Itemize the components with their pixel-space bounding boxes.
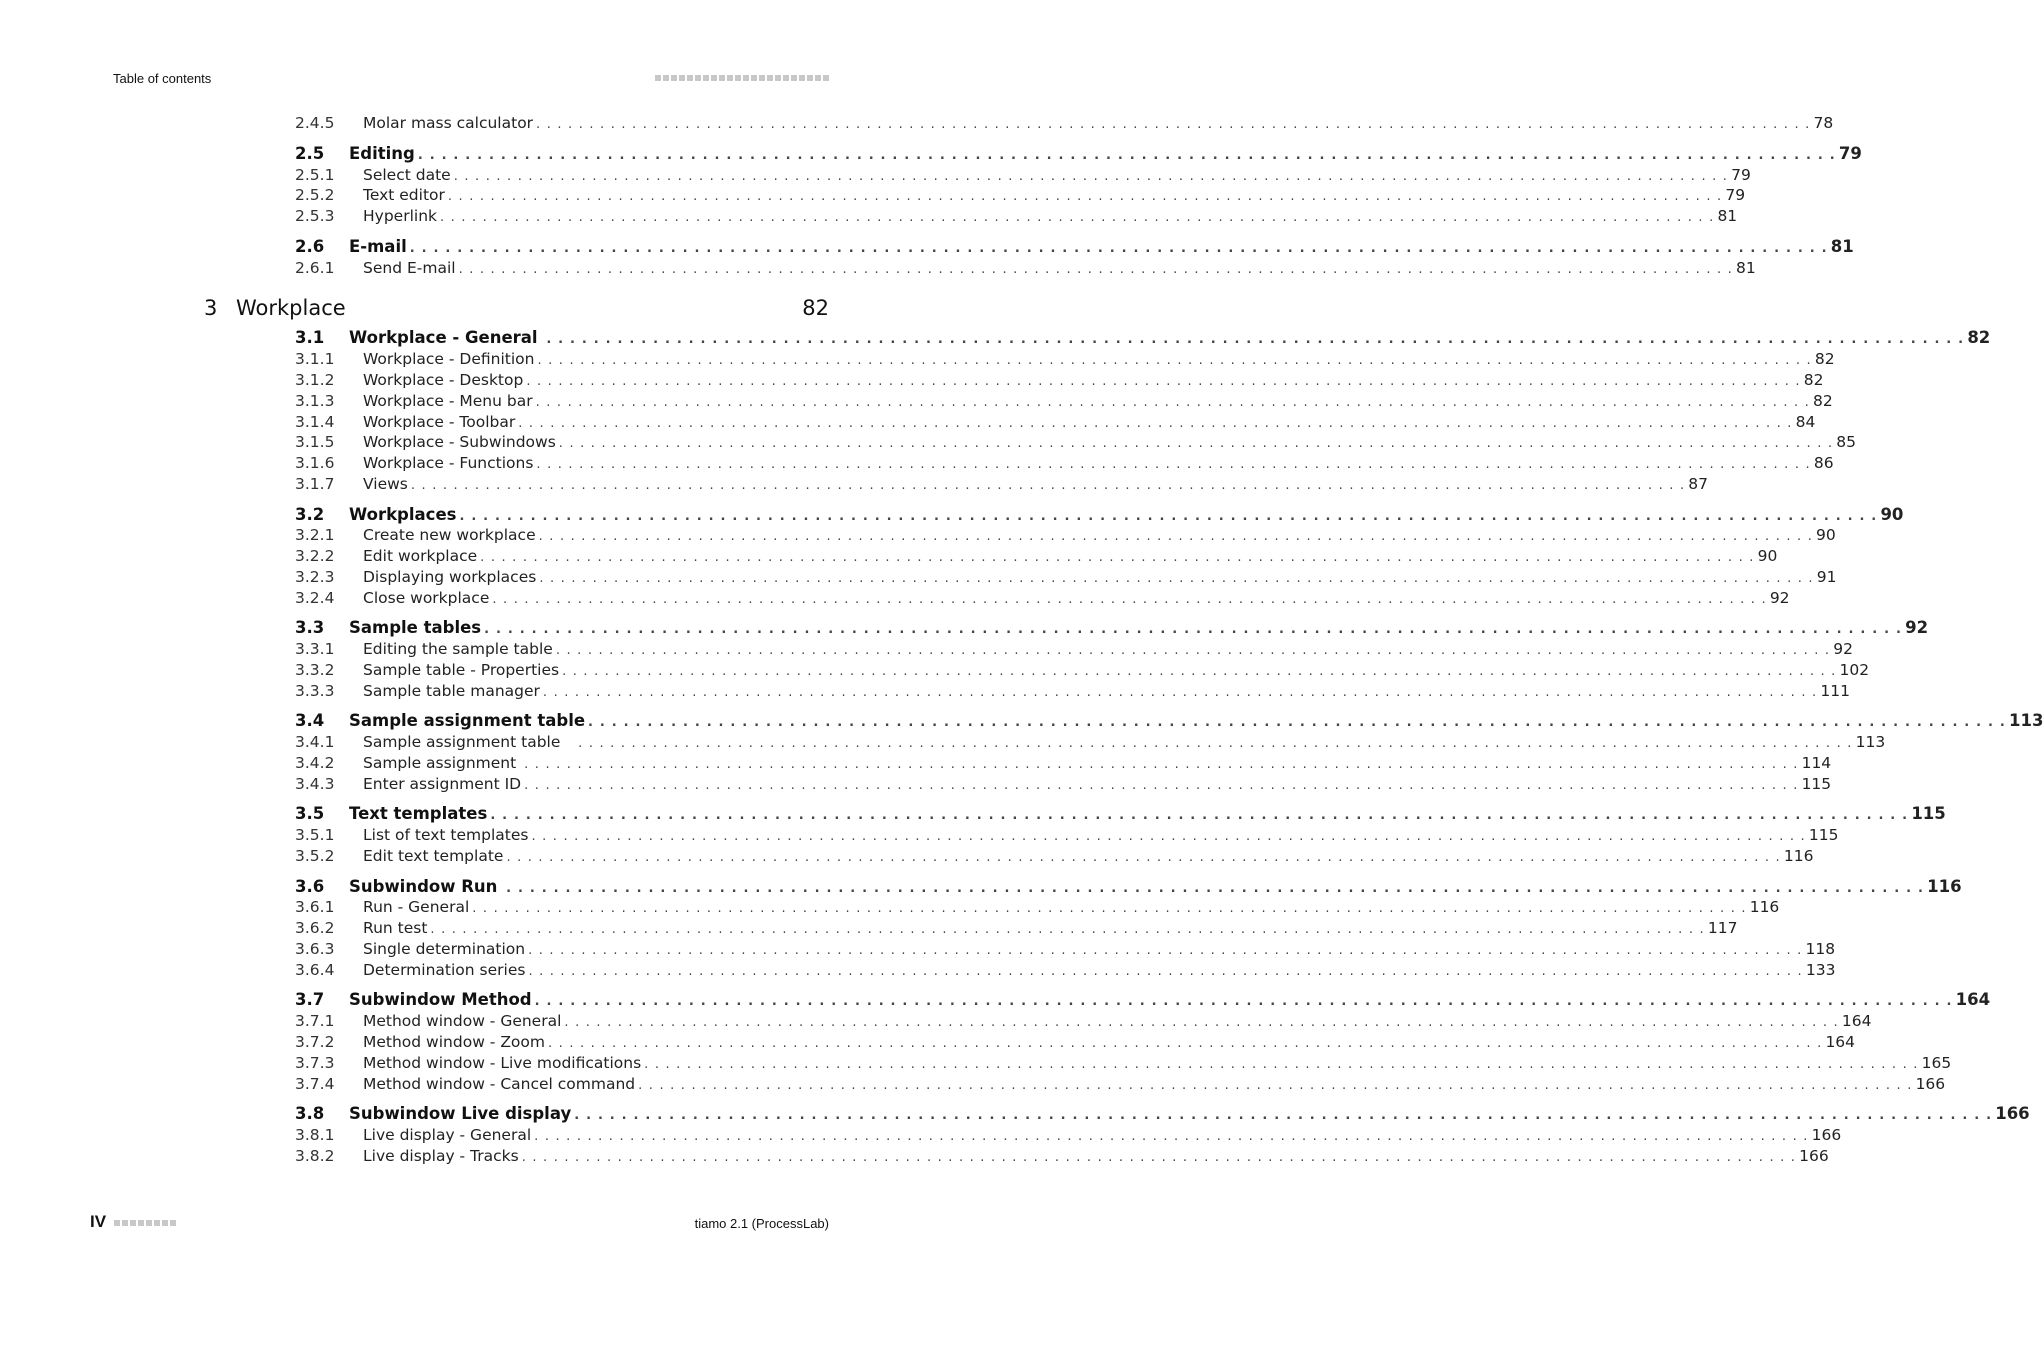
toc-entry-page: 81 [1830, 237, 1854, 256]
decoration-square [759, 75, 765, 81]
toc-entry-number: 3.1.3 [295, 392, 335, 410]
toc-entry-number: 2.5.3 [295, 207, 335, 225]
toc-section[interactable] [295, 1104, 2030, 1124]
toc-leader-dots: . . . . . . . . . . . . . . . . . . . . . . . . . . . . . . . . . . . . . . . . . . . . . . . . . . . . . . . . . . . . . . . . . . . . . . . . . . . . . . . . . . . . . . . . . . . . . . . . . . . . . . . . . . . . . . . . . . . . . . . . [518, 416, 1793, 431]
toc-entry-number: 2.6 [295, 237, 325, 256]
decoration-square [170, 1220, 176, 1226]
toc-entry-title: List of text templates [363, 826, 529, 844]
toc-entry-title: Subwindow Live display [349, 1104, 572, 1123]
toc-entry-title: Text templates [349, 804, 488, 823]
toc-entry-number: 2.5 [295, 144, 325, 163]
toc-entry-title: Live display - General [363, 1126, 532, 1144]
toc-entry-page: 102 [1839, 661, 1870, 679]
toc-leader-dots: . . . . . . . . . . . . . . . . . . . . . . . . . . . . . . . . . . . . . . . . . . . . . . . . . . . . . . . . . . . . . . . . . . . . . . . . . . . . . . . . . . . . . . . . . . . . . . . . . . . . . . . . . . . . . . . . . . . . . . . . [447, 189, 1723, 204]
toc-leader-dots: . . . . . . . . . . . . . . . . . . . . . . . . . . . . . . . . . . . . . . . . . . . . . . . . . . . . . . . . . . . . . . . . . . . . . . . . . . . . . . . . . . . . . . . . . . . . . . . . . . . . . . . . . . . . . . . . . . . . . . . . [528, 964, 1803, 979]
toc-entry-title: Workplace - Desktop [363, 371, 524, 389]
decoration-square [823, 75, 829, 81]
decoration-square [791, 75, 797, 81]
toc-entry-title: Workplace - Menu bar [363, 392, 533, 410]
toc-leader-dots: . . . . . . . . . . . . . . . . . . . . . . . . . . . . . . . . . . . . . . . . . . . . . . . . . . . . . . . . . . . . . . . . . . . . . . . . . . . . . . . . . . . . . . . . . . . . . . . . . . . . . . . . . . . . . . . . . . . . . . . . [638, 1078, 1913, 1093]
toc-subsection[interactable] [295, 846, 1814, 866]
toc-entry-page: 164 [1841, 1012, 1872, 1030]
toc-leader-dots: . . . . . . . . . . . . . . . . . . . . . . . . . . . . . . . . . . . . . . . . . . . . . . . . . . . . . . . . . . . . . . . . . . . . . . . . . . . . . . . . . . . . . . . . . . . . . . . . . . . . . . . . . . . . . . . . . . . . . . . . [528, 943, 1803, 958]
decoration-square [655, 75, 661, 81]
toc-leader-dots: . . . . . . . . . . . . . . . . . . . . . . . . . . . . . . . . . . . . . . . . . . . . . . . . . . . . . . . . . . . . . . . . . . . . . . . . . . . . . . . . . . . . . . . . . . . . . . . . . . . . . . . . . . . . . . . . . . . . . . . . [484, 622, 1903, 637]
toc-subsection[interactable] [295, 774, 1832, 794]
decoration-square [727, 75, 733, 81]
toc-leader-dots: . . . . . . . . . . . . . . . . . . . . . . . . . . . . . . . . . . . . . . . . . . . . . . . . . . . . . . . . . . . . . . . . . . . . . . . . . . . . . . . . . . . . . . . . . . . . . . . . . . . . . . . . . . . . . . . . . . . . . . . . [524, 757, 1799, 772]
toc-subsection[interactable] [295, 567, 1837, 587]
toc-leader-dots: . . . . . . . . . . . . . . . . . . . . . . . . . . . . . . . . . . . . . . . . . . . . . . . . . . . . . . . . . . . . . . . . . . . . . . . . . . . . . . . . . . . . . . . . . . . . . . . . . . . . . . . . . . . . . . . . . . . . . . . . [558, 436, 1834, 451]
toc-leader-dots: . . . . . . . . . . . . . . . . . . . . . . . . . . . . . . . . . . . . . . . . . . . . . . . . . . . . . . . . . . . . . . . . . . . . . . . . . . . . . . . . . . . . . . . . . . . . . . . . . . . . . . . . . . . . . . . . . . . . . . . . [506, 881, 1925, 896]
toc-entry-number: 3.4.3 [295, 775, 335, 793]
toc-subsection[interactable] [295, 474, 1709, 494]
toc-entry-title: Workplace - General [349, 328, 544, 347]
toc-entry-number: 2.4.5 [295, 114, 335, 132]
toc-entry-title: Sample tables [349, 618, 482, 637]
toc-subsection[interactable] [295, 1125, 1842, 1145]
toc-entry-title: Close workplace [363, 589, 490, 607]
toc-leader-dots: . . . . . . . . . . . . . . . . . . . . . . . . . . . . . . . . . . . . . . . . . . . . . . . . . . . . . . . . . . . . . . . . . . . . . . . . . . . . . . . . . . . . . . . . . . . . . . . . . . . . . . . . . . . . . . . . . . . . . . . . [537, 353, 1812, 368]
toc-entry-number: 3.1.4 [295, 413, 335, 431]
toc-entry-number: 3.5.1 [295, 826, 335, 844]
toc-subsection[interactable] [295, 939, 1836, 959]
decoration-square [783, 75, 789, 81]
toc-subsection[interactable] [295, 897, 1780, 917]
decoration-square [799, 75, 805, 81]
toc-subsection[interactable] [295, 453, 1834, 473]
toc-leader-dots: . . . . . . . . . . . . . . . . . . . . . . . . . . . . . . . . . . . . . . . . . . . . . . . . . . . . . . . . . . . . . . . . . . . . . . . . . . . . . . . . . . . . . . . . . . . . . . . . . . . . . . . . . . . . . . . . . . . . . . . . [409, 241, 1828, 256]
toc-section[interactable] [295, 237, 1854, 257]
toc-entry-title: Method window - Live modifications [363, 1054, 642, 1072]
toc-entry-page: 79 [1838, 144, 1862, 163]
toc-entry-page: 81 [1717, 207, 1738, 225]
toc-subsection[interactable] [295, 1032, 1856, 1052]
toc-entry-number: 3.2 [295, 505, 325, 524]
toc-subsection[interactable] [295, 960, 1836, 980]
toc-entry-title: Displaying workplaces [363, 568, 537, 586]
toc-entry-title: Subwindow Method [349, 990, 532, 1009]
decoration-square [815, 75, 821, 81]
header-decoration-squares [655, 75, 829, 81]
toc-entry-number: 3.7.1 [295, 1012, 335, 1030]
toc-entry-title: Text editor [363, 186, 445, 204]
toc-entry-number: 3 [204, 296, 218, 320]
toc-leader-dots: . . . . . . . . . . . . . . . . . . . . . . . . . . . . . . . . . . . . . . . . . . . . . . . . . . . . . . . . . . . . . . . . . . . . . . . . . . . . . . . . . . . . . . . . . . . . . . . . . . . . . . . . . . . . . . . . . . . . . . . . [531, 829, 1806, 844]
toc-entry-number: 3.2.2 [295, 547, 335, 565]
toc-entry-page: 79 [1725, 186, 1746, 204]
toc-leader-dots: . . . . . . . . . . . . . . . . . . . . . . . . . . . . . . . . . . . . . . . . . . . . . . . . . . . . . . . . . . . . . . . . . . . . . . . . . . . . . . . . . . . . . . . . . . . . . . . . . . . . . . . . . . . . . . . . . . . . . . . . [564, 1015, 1839, 1030]
toc-entry-number: 3.3.2 [295, 661, 335, 679]
toc-leader-dots: . . . . . . . . . . . . . . . . . . . . . . . . . . . . . . . . . . . . . . . . . . . . . . . . . . . . . . . . . . . . . . . . . . . . . . . . . . . . . . . . . . . . . . . . . . . . . . . . . . . . . . . . . . . . . . . . . . . . . . . . [480, 550, 1755, 565]
toc-entry-title: Send E-mail [363, 259, 456, 277]
decoration-square [154, 1220, 160, 1226]
toc-entry-title: Method window - General [363, 1012, 562, 1030]
toc-entry-title: Determination series [363, 961, 526, 979]
toc-entry-title: Edit text template [363, 847, 504, 865]
toc-entry-page: 113 [1855, 733, 1886, 751]
toc-entry-page: 84 [1795, 413, 1816, 431]
toc-leader-dots: . . . . . . . . . . . . . . . . . . . . . . . . . . . . . . . . . . . . . . . . . . . . . . . . . . . . . . . . . . . . . . . . . . . . . . . . . . . . . . . . . . . . . . . . . . . . . . . . . . . . . . . . . . . . . . . . . . . . . . . . [536, 457, 1811, 472]
toc-entry-page: 115 [1911, 804, 1946, 823]
running-header-title: Table of contents [113, 71, 212, 86]
toc-entry-page: 82 [1967, 328, 1991, 347]
toc-entry-page: 82 [802, 296, 829, 320]
toc-entry-title: Sample table - Properties [363, 661, 560, 679]
toc-entry-number: 3.2.3 [295, 568, 335, 586]
toc-leader-dots: . . . . . . . . . . . . . . . . . . . . . . . . . . . . . . . . . . . . . . . . . . . . . . . . . . . . . . . . . . . . . . . . . . . . . . . . . . . . . . . . . . . . . . . . . . . . . . . . . . . . . . . . . . . . . . . . . . . . . . . . [472, 901, 1747, 916]
toc-entry-page: 165 [1921, 1054, 1952, 1072]
toc-subsection[interactable] [295, 258, 1756, 278]
toc-subsection[interactable] [295, 1074, 1946, 1094]
toc-entry-page: 114 [1801, 754, 1832, 772]
toc-entry-page: 164 [1955, 990, 1991, 1009]
toc-entry-number: 3.6.1 [295, 898, 335, 916]
toc-entry-number: 3.6 [295, 877, 325, 896]
toc-entry-title: Method window - Cancel command [363, 1075, 636, 1093]
toc-entry-page: 79 [1731, 166, 1751, 184]
toc-entry-page: 117 [1707, 919, 1738, 937]
toc-entry-title: Run - General [363, 898, 470, 916]
toc-entry-page: 82 [1814, 350, 1835, 368]
decoration-square [711, 75, 717, 81]
toc-subsection[interactable] [295, 370, 1824, 390]
toc-leader-dots: . . . . . . . . . . . . . . . . . . . . . . . . . . . . . . . . . . . . . . . . . . . . . . . . . . . . . . . . . . . . . . . . . . . . . . . . . . . . . . . . . . . . . . . . . . . . . . . . . . . . . . . . . . . . . . . . . . . . . . . . [458, 262, 1733, 277]
toc-leader-dots: . . . . . . . . . . . . . . . . . . . . . . . . . . . . . . . . . . . . . . . . . . . . . . . . . . . . . . . . . . . . . . . . . . . . . . . . . . . . . . . . . . . . . . . . . . . . . . . . . . . . . . . . . . . . . . . . . . . . . . . . [539, 571, 1814, 586]
toc-entry-page: 115 [1801, 775, 1832, 793]
toc-leader-dots: . . . . . . . . . . . . . . . . . . . . . . . . . . . . . . . . . . . . . . . . . . . . . . . . . . . . . . . . . . . . . . . . . . . . . . . . . . . . . . . . . . . . . . . . . . . . . . . . . . . . . . . . . . . . . . . . . . . . . . . . [410, 478, 1686, 493]
toc-entry-number: 3.1.1 [295, 350, 335, 368]
toc-entry-title: Enter assignment ID [363, 775, 522, 793]
decoration-square [735, 75, 741, 81]
toc-subsection[interactable] [295, 1011, 1872, 1031]
decoration-square [807, 75, 813, 81]
toc-entry-number: 3.7.3 [295, 1054, 335, 1072]
toc-entry-number: 3.2.1 [295, 526, 335, 544]
toc-entry-number: 3.1.2 [295, 371, 335, 389]
toc-entry-page: 113 [2009, 711, 2044, 730]
toc-leader-dots: . . . . . . . . . . . . . . . . . . . . . . . . . . . . . . . . . . . . . . . . . . . . . . . . . . . . . . . . . . . . . . . . . . . . . . . . . . . . . . . . . . . . . . . . . . . . . . . . . . . . . . . . . . . . . . . . . . . . . . . . [440, 210, 1715, 225]
toc-entry-number: 3.4.1 [295, 733, 335, 751]
toc-leader-dots: . . . . . . . . . . . . . . . . . . . . . . . . . . . . . . . . . . . . . . . . . . . . . . . . . . . . . . . . . . . . . . . . . . . . . . . . . . . . . . . . . . . . . . . . . . . . . . . . . . . . . . . . . . . . . . . . . . . . . . . . [534, 1129, 1809, 1144]
toc-entry-number: 2.6.1 [295, 259, 335, 277]
toc-entry-title: Sample assignment [363, 754, 522, 772]
toc-leader-dots: . . . . . . . . . . . . . . . . . . . . . . . . . . . . . . . . . . . . . . . . . . . . . . . . . . . . . . . . . . . . . . . . . . . . . . . . . . . . . . . . . . . . . . . . . . . . . . . . . . . . . . . . . . . . . . . . . . . . . . . . [555, 643, 1831, 658]
toc-entry-number: 3.3.3 [295, 682, 335, 700]
page-number: IV [90, 1212, 107, 1231]
toc-entry-page: 92 [1905, 618, 1929, 637]
toc-subsection[interactable] [295, 1053, 1952, 1073]
toc-leader-dots: . . . . . . . . . . . . . . . . . . . . . . . . . . . . . . . . . . . . . . . . . . . . . . . . . . . . . . . . . . . . . . . . . . . . . . . . . . . . . . . . . . . . . . . . . . . . . . . . . . . . . . . . . . . . . . . . . . . . . . . . [536, 117, 1811, 132]
toc-leader-dots: . . . . . . . . . . . . . . . . . . . . . . . . . . . . . . . . . . . . . . . . . . . . . . . . . . . . . . . . . . . . . . . . . . . . . . . . . . . . . . . . . . . . . . . . . . . . . . . . . . . . . . . . . . . . . . . . . . . . . . . . [417, 148, 1836, 163]
toc-entry-number: 3.6.4 [295, 961, 335, 979]
toc-entry-page: 166 [1915, 1075, 1946, 1093]
toc-section[interactable] [295, 618, 1929, 638]
toc-subsection[interactable] [295, 432, 1856, 452]
toc-leader-dots: . . . . . . . . . . . . . . . . . . . . . . . . . . . . . . . . . . . . . . . . . . . . . . . . . . . . . . . . . . . . . . . . . . . . . . . . . . . . . . . . . . . . . . . . . . . . . . . . . . . . . . . . . . . . . . . . . . . . . . . . [588, 715, 2007, 730]
toc-leader-dots: . . . . . . . . . . . . . . . . . . . . . . . . . . . . . . . . . . . . . . . . . . . . . . . . . . . . . . . . . . . . . . . . . . . . . . . . . . . . . . . . . . . . . . . . . . . . . . . . . . . . . . . . . . . . . . . . . . . . . . . . [534, 994, 1953, 1009]
decoration-square [679, 75, 685, 81]
toc-entry-title: Workplaces [349, 505, 457, 524]
toc-leader-dots: . . . . . . . . . . . . . . . . . . . . . . . . . . . . . . . . . . . . . . . . . . . . . . . . . . . . . . . . . . . . . . . . . . . . . . . . . . . . . . . . . . . . . . . . . . . . . . . . . . . . . . . . . . . . . . . . . . . . . . . . [542, 685, 1818, 700]
toc-entry-page: 85 [1836, 433, 1856, 451]
toc-subsection[interactable] [295, 546, 1778, 566]
toc-entry-page: 166 [1995, 1104, 2030, 1123]
toc-entry-page: 86 [1813, 454, 1834, 472]
toc-entry-number: 3.2.4 [295, 589, 335, 607]
toc-leader-dots: . . . . . . . . . . . . . . . . . . . . . . . . . . . . . . . . . . . . . . . . . . . . . . . . . . . . . . . . . . . . . . . . . . . . . . . . . . . . . . . . . . . . . . . . . . . . . . . . . . . . . . . . . . . . . . . . . . . . . . . . [453, 169, 1729, 184]
toc-leader-dots: . . . . . . . . . . . . . . . . . . . . . . . . . . . . . . . . . . . . . . . . . . . . . . . . . . . . . . . . . . . . . . . . . . . . . . . . . . . . . . . . . . . . . . . . . . . . . . . . . . . . . . . . . . . . . . . . . . . . . . . . [521, 1150, 1797, 1165]
toc-leader-dots: . . . . . . . . . . . . . . . . . . . . . . . . . . . . . . . . . . . . . . . . . . . . . . . . . . . . . . . . . . . . . . . . . . . . . . . . . . . . . . . . . . . . . . . . . . . . . . . . . . . . . . . . . . . . . . . . . . . . . . . . [546, 332, 1965, 347]
toc-entry-page: 82 [1803, 371, 1824, 389]
toc-entry-page: 87 [1688, 475, 1709, 493]
toc-leader-dots: . . . . . . . . . . . . . . . . . . . . . . . . . . . . . . . . . . . . . . . . . . . . . . . . . . . . . . . . . . . . . . . . . . . . . . . . . . . . . . . . . . . . . . . . . . . . . . . . . . . . . . . . . . . . . . . . . . . . . . . . [644, 1057, 1919, 1072]
toc-entry-title: Workplace - Subwindows [363, 433, 556, 451]
toc-subsection[interactable] [295, 825, 1839, 845]
toc-entry-title: Method window - Zoom [363, 1033, 545, 1051]
footer-decoration-squares [114, 1220, 176, 1226]
toc-subsection[interactable] [295, 185, 1746, 205]
toc-entry-page: 90 [1880, 505, 1904, 524]
toc-entry-number: 3.3 [295, 618, 325, 637]
toc-entry-number: 3.7 [295, 990, 325, 1009]
running-footer-document: tiamo 2.1 (ProcessLab) [694, 1216, 829, 1231]
decoration-square [767, 75, 773, 81]
toc-entry-number: 3.1 [295, 328, 325, 347]
toc-entry-number: 3.7.2 [295, 1033, 335, 1051]
toc-leader-dots: . . . . . . . . . . . . . . . . . . . . . . . . . . . . . . . . . . . . . . . . . . . . . . . . . . . . . . . . . . . . . . . . . . . . . . . . . . . . . . . . . . . . . . . . . . . . . . . . . . . . . . . . . . . . . . . . . . . . . . . . [574, 1108, 1993, 1123]
toc-entry-page: 91 [1816, 568, 1837, 586]
toc-entry-title: Sample assignment table [363, 733, 576, 751]
decoration-square [751, 75, 757, 81]
toc-section[interactable] [295, 990, 1991, 1010]
toc-entry-number: 3.6.3 [295, 940, 335, 958]
decoration-square [703, 75, 709, 81]
toc-subsection[interactable] [295, 412, 1816, 432]
toc-section[interactable] [295, 877, 1962, 897]
toc-section[interactable] [295, 711, 2044, 731]
toc-entry-number: 2.5.1 [295, 166, 335, 184]
toc-entry-title: Create new workplace [363, 526, 536, 544]
toc-subsection[interactable] [295, 639, 1853, 659]
toc-section[interactable] [295, 505, 1904, 525]
toc-subsection[interactable] [295, 206, 1738, 226]
toc-entry-number: 3.6.2 [295, 919, 335, 937]
toc-subsection[interactable] [295, 660, 1870, 680]
toc-entry-number: 3.8.2 [295, 1147, 335, 1165]
toc-subsection[interactable] [295, 681, 1850, 701]
toc-entry-page: 92 [1769, 589, 1790, 607]
toc-entry-title: Sample assignment table [349, 711, 586, 730]
toc-entry-title: Sample table manager [363, 682, 540, 700]
toc-leader-dots: . . . . . . . . . . . . . . . . . . . . . . . . . . . . . . . . . . . . . . . . . . . . . . . . . . . . . . . . . . . . . . . . . . . . . . . . . . . . . . . . . . . . . . . . . . . . . . . . . . . . . . . . . . . . . . . . . . . . . . . . [490, 808, 1909, 823]
decoration-square [687, 75, 693, 81]
toc-subsection[interactable] [295, 113, 1834, 133]
toc-subsection[interactable] [295, 588, 1790, 608]
toc-subsection[interactable] [295, 732, 1886, 752]
toc-section[interactable] [295, 328, 1991, 348]
decoration-square [743, 75, 749, 81]
toc-leader-dots: . . . . . . . . . . . . . . . . . . . . . . . . . . . . . . . . . . . . . . . . . . . . . . . . . . . . . . . . . . . . . . . . . . . . . . . . . . . . . . . . . . . . . . . . . . . . . . . . . . . . . . . . . . . . . . . . . . . . . . . . [548, 1036, 1823, 1051]
toc-entry-title: Live display - Tracks [363, 1147, 519, 1165]
toc-subsection[interactable] [295, 165, 1751, 185]
toc-entry-number: 3.8.1 [295, 1126, 335, 1144]
toc-entry-title: Editing [349, 144, 415, 163]
decoration-square [695, 75, 701, 81]
decoration-square [130, 1220, 136, 1226]
toc-leader-dots: . . . . . . . . . . . . . . . . . . . . . . . . . . . . . . . . . . . . . . . . . . . . . . . . . . . . . . . . . . . . . . . . . . . . . . . . . . . . . . . . . . . . . . . . . . . . . . . . . . . . . . . . . . . . . . . . . . . . . . . . [535, 395, 1811, 410]
toc-leader-dots: . . . . . . . . . . . . . . . . . . . . . . . . . . . . . . . . . . . . . . . . . . . . . . . . . . . . . . . . . . . . . . . . . . . . . . . . . . . . . . . . . . . . . . . . . . . . . . . . . . . . . . . . . . . . . . . . . . . . . . . . [538, 529, 1814, 544]
toc-entry-number: 3.7.4 [295, 1075, 335, 1093]
toc-entry-page: 81 [1736, 259, 1756, 277]
toc-entry-title: Single determination [363, 940, 526, 958]
toc-entry-page: 133 [1805, 961, 1836, 979]
toc-entry-page: 166 [1811, 1126, 1842, 1144]
toc-entry-page: 116 [1927, 877, 1962, 896]
toc-entry-title: Edit workplace [363, 547, 478, 565]
decoration-square [114, 1220, 120, 1226]
toc-subsection[interactable] [295, 918, 1738, 938]
toc-entry-title: Workplace - Definition [363, 350, 535, 368]
toc-entry-number: 3.4.2 [295, 754, 335, 772]
decoration-square [775, 75, 781, 81]
decoration-square [719, 75, 725, 81]
toc-entry-page: 90 [1816, 526, 1836, 544]
toc-entry-title: Select date [363, 166, 451, 184]
toc-section[interactable] [295, 144, 1862, 164]
toc-entry-number: 3.4 [295, 711, 325, 730]
toc-entry-page: 78 [1813, 114, 1834, 132]
toc-subsection[interactable] [295, 349, 1835, 369]
toc-entry-title: Editing the sample table [363, 640, 553, 658]
toc-entry-number: 3.5.2 [295, 847, 335, 865]
toc-entry-page: 116 [1783, 847, 1814, 865]
toc-subsection[interactable] [295, 525, 1836, 545]
toc-entry-number: 3.1.5 [295, 433, 335, 451]
toc-entry-page: 82 [1813, 392, 1833, 410]
toc-entry-title: Workplace - Toolbar [363, 413, 516, 431]
toc-chapter[interactable] [204, 296, 829, 322]
decoration-square [663, 75, 669, 81]
toc-leader-dots: . . . . . . . . . . . . . . . . . . . . . . . . . . . . . . . . . . . . . . . . . . . . . . . . . . . . . . . . . . . . . . . . . . . . . . . . . . . . . . . . . . . . . . . . . . . . . . . . . . . . . . . . . . . . . . . . . . . . . . . . [506, 850, 1781, 865]
toc-leader-dots: . . . . . . . . . . . . . . . . . . . . . . . . . . . . . . . . . . . . . . . . . . . . . . . . . . . . . . . . . . . . . . . . . . . . . . . . . . . . . . . . . . . . . . . . . . . . . . . . . . . . . . . . . . . . . . . . . . . . . . . . [492, 592, 1767, 607]
toc-entry-number: 3.1.6 [295, 454, 335, 472]
toc-entry-title: Molar mass calculator [363, 114, 534, 132]
toc-entry-page: 118 [1805, 940, 1836, 958]
toc-leader-dots: . . . . . . . . . . . . . . . . . . . . . . . . . . . . . . . . . . . . . . . . . . . . . . . . . . . . . . . . . . . . . . . . . . . . . . . . . . . . . . . . . . . . . . . . . . . . . . . . . . . . . . . . . . . . . . . . . . . . . . . . [430, 922, 1705, 937]
toc-entry-number: 3.3.1 [295, 640, 335, 658]
decoration-square [162, 1220, 168, 1226]
toc-entry-page: 164 [1825, 1033, 1856, 1051]
toc-section[interactable] [295, 804, 1946, 824]
toc-leader-dots: . . . . . . . . . . . . . . . . . . . . . . . . . . . . . . . . . . . . . . . . . . . . . . . . . . . . . . . . . . . . . . . . . . . . . . . . . . . . . . . . . . . . . . . . . . . . . . . . . . . . . . . . . . . . . . . . . . . . . . . . [524, 778, 1799, 793]
toc-entry-number: 3.1.7 [295, 475, 335, 493]
toc-entry-number: 2.5.2 [295, 186, 335, 204]
toc-leader-dots: . . . . . . . . . . . . . . . . . . . . . . . . . . . . . . . . . . . . . . . . . . . . . . . . . . . . . . . . . . . . . . . . . . . . . . . . . . . . . . . . . . . . . . . . . . . . . . . . . . . . . . . . . . . . . . . . . . . . . . . . [562, 664, 1837, 679]
toc-entry-title: Views [363, 475, 408, 493]
toc-leader-dots: . . . . . . . . . . . . . . . . . . . . . . . . . . . . . . . . . . . . . . . . . . . . . . . . . . . . . . . . . . . . . . . . . . . . . . . . . . . . . . . . . . . . . . . . . . . . . . . . . . . . . . . . . . . . . . . . . . . . . . . . [578, 736, 1853, 751]
toc-entry-title: Subwindow Run [349, 877, 504, 896]
toc-leader-dots: . . . . . . . . . . . . . . . . . . . . . . . . . . . . . . . . . . . . . . . . . . . . . . . . . . . . . . . . . . . . . . . . . . . . . . . . . . . . . . . . . . . . . . . . . . . . . . . . . . . . . . . . . . . . . . . . . . . . . . . . [526, 374, 1801, 389]
toc-entry-page: 116 [1749, 898, 1780, 916]
decoration-square [122, 1220, 128, 1226]
toc-entry-number: 3.8 [295, 1104, 325, 1123]
toc-entry-page: 111 [1820, 682, 1850, 700]
toc-entry-title: Run test [363, 919, 428, 937]
toc-entry-title: Workplace - Functions [363, 454, 534, 472]
toc-entry-number: 3.5 [295, 804, 325, 823]
decoration-square [671, 75, 677, 81]
toc-subsection[interactable] [295, 391, 1833, 411]
toc-entry-page: 92 [1833, 640, 1853, 658]
toc-entry-title: E-mail [349, 237, 407, 256]
toc-leader-dots: . . . . . . . . . . . . . . . . . . . . . . . . . . . . . . . . . . . . . . . . . . . . . . . . . . . . . . . . . . . . . . . . . . . . . . . . . . . . . . . . . . . . . . . . . . . . . . . . . . . . . . . . . . . . . . . . . . . . . . . . [459, 509, 1878, 524]
decoration-square [138, 1220, 144, 1226]
toc-subsection[interactable] [295, 1146, 1829, 1166]
toc-subsection[interactable] [295, 753, 1832, 773]
toc-entry-title: Hyperlink [363, 207, 437, 225]
toc-entry-page: 115 [1808, 826, 1839, 844]
decoration-square [146, 1220, 152, 1226]
toc-entry-page: 166 [1799, 1147, 1829, 1165]
toc-entry-title: Workplace [236, 296, 346, 320]
toc-entry-page: 90 [1757, 547, 1778, 565]
